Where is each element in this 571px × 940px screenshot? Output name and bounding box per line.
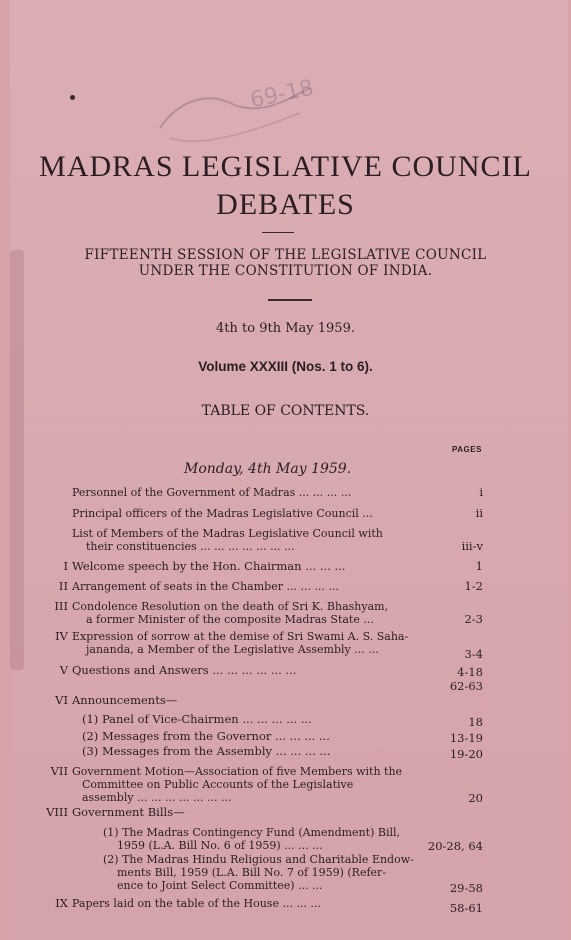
toc-item-text: Principal officers of the Madras Legislative Council ... bbox=[72, 507, 373, 520]
toc-item-text: (1) Panel of Vice-Chairmen ... ... ... ... ... bbox=[82, 712, 312, 726]
toc-item-number: III bbox=[54, 599, 68, 613]
toc-item-number: V bbox=[59, 663, 68, 677]
toc-item-text: Papers laid on the table of the House ... ... ... bbox=[72, 897, 321, 910]
stamp-text: 69-18 bbox=[248, 75, 316, 114]
toc-item-text: Welcome speech by the Hon. Chairman ... ... ... bbox=[72, 559, 346, 573]
toc-item-pages: 1 bbox=[475, 559, 483, 573]
toc-item-pages: 3-4 bbox=[464, 647, 483, 661]
toc-item-number: VI bbox=[55, 693, 68, 707]
volume-label: Volume XXXIII (Nos. 1 to 6). bbox=[198, 359, 373, 374]
toc-item-text: Condolence Resolution on the death of Sri K. Bhashyam, bbox=[72, 600, 389, 613]
ink-dot bbox=[70, 95, 75, 100]
toc-item-pages: 18 bbox=[468, 715, 483, 729]
toc-item-text: Arrangement of seats in the Chamber ... ... ... ... bbox=[72, 580, 339, 593]
toc-heading: TABLE OF CONTENTS. bbox=[201, 403, 370, 419]
toc-item-text: List of Members of the Madras Legislative Council with bbox=[72, 527, 383, 540]
toc-item-pages: 20 bbox=[468, 791, 483, 805]
toc-item-text: their constituencies ... ... ... ... ... ... ... bbox=[86, 540, 295, 553]
toc-item-text: Personnel of the Government of Madras ... ... ... ... bbox=[72, 486, 352, 499]
toc-item-pages: 29-58 bbox=[449, 881, 483, 895]
toc-item-text: Announcements— bbox=[72, 693, 178, 707]
page-edge-shadow bbox=[10, 250, 24, 670]
document-title: MADRAS LEGISLATIVE COUNCIL bbox=[39, 150, 532, 183]
toc-item-text: (3) Messages from the Assembly ... ... ... ... bbox=[82, 744, 331, 758]
toc-item-pages: 4-18 bbox=[457, 665, 483, 679]
toc-item-pages: ii bbox=[475, 506, 483, 520]
toc-item-text: Questions and Answers ... ... ... ... ... ... bbox=[72, 663, 297, 677]
toc-item-text: ence to Joint Select Committee) ... ... bbox=[117, 879, 323, 892]
toc-item-text: ments Bill, 1959 (L.A. Bill No. 7 of 1959) (Refer- bbox=[117, 866, 387, 879]
toc-item-text: jananda, a Member of the Legislative Assembly ... ... bbox=[86, 643, 379, 656]
toc-item-pages: iii-v bbox=[461, 539, 483, 553]
toc-item-pages: 19-20 bbox=[449, 747, 483, 761]
toc-item-text: 1959 (L.A. Bill No. 6 of 1959) ... ... ... bbox=[117, 839, 323, 852]
toc-item-number: IX bbox=[55, 896, 68, 910]
toc-item-pages: 13-19 bbox=[449, 731, 483, 745]
session-divider bbox=[268, 299, 312, 301]
toc-item-number: VII bbox=[50, 764, 68, 778]
toc-item-pages-extra: 62-63 bbox=[449, 679, 483, 693]
toc-item-text: Expression of sorrow at the demise of Sri Swami A. S. Saha- bbox=[72, 630, 409, 643]
toc-item-text: assembly ... ... ... ... ... ... ... bbox=[82, 791, 232, 804]
toc-item-pages: 2-3 bbox=[464, 612, 483, 626]
toc-item-number: VIII bbox=[46, 805, 68, 819]
toc-item-pages: 1-2 bbox=[464, 579, 483, 593]
pages-column-heading: PAGES bbox=[452, 445, 482, 454]
toc-item-pages: 20-28, 64 bbox=[427, 839, 483, 853]
session-line-1: FIFTEENTH SESSION OF THE LEGISLATIVE COUNCIL bbox=[84, 247, 487, 263]
toc-item-text: Committee on Public Accounts of the Legislative bbox=[82, 778, 354, 791]
toc-item-number: I bbox=[63, 559, 68, 573]
session-line-2: UNDER THE CONSTITUTION OF INDIA. bbox=[138, 263, 433, 279]
toc-item-text: Government Motion—Association of five Members with the bbox=[72, 765, 403, 778]
toc-item-text: a former Minister of the composite Madras State ... bbox=[86, 613, 374, 626]
session-dates: 4th to 9th May 1959. bbox=[216, 321, 355, 336]
toc-item-pages: 58-61 bbox=[449, 901, 483, 915]
document-subtitle: DEBATES bbox=[216, 188, 355, 221]
toc-item-text: (2) Messages from the Governor ... ... ... ... bbox=[82, 729, 330, 743]
toc-item-text: (1) The Madras Contingency Fund (Amendment) Bill, bbox=[103, 826, 400, 839]
day-heading: Monday, 4th May 1959. bbox=[184, 461, 352, 477]
toc-item-number: IV bbox=[55, 629, 68, 643]
toc-item-text: (2) The Madras Hindu Religious and Charitable Endow- bbox=[103, 853, 414, 866]
toc-item-pages: i bbox=[479, 485, 483, 499]
title-divider bbox=[262, 232, 294, 233]
toc-item-number: II bbox=[58, 579, 68, 593]
toc-item-text: Government Bills— bbox=[72, 805, 185, 819]
